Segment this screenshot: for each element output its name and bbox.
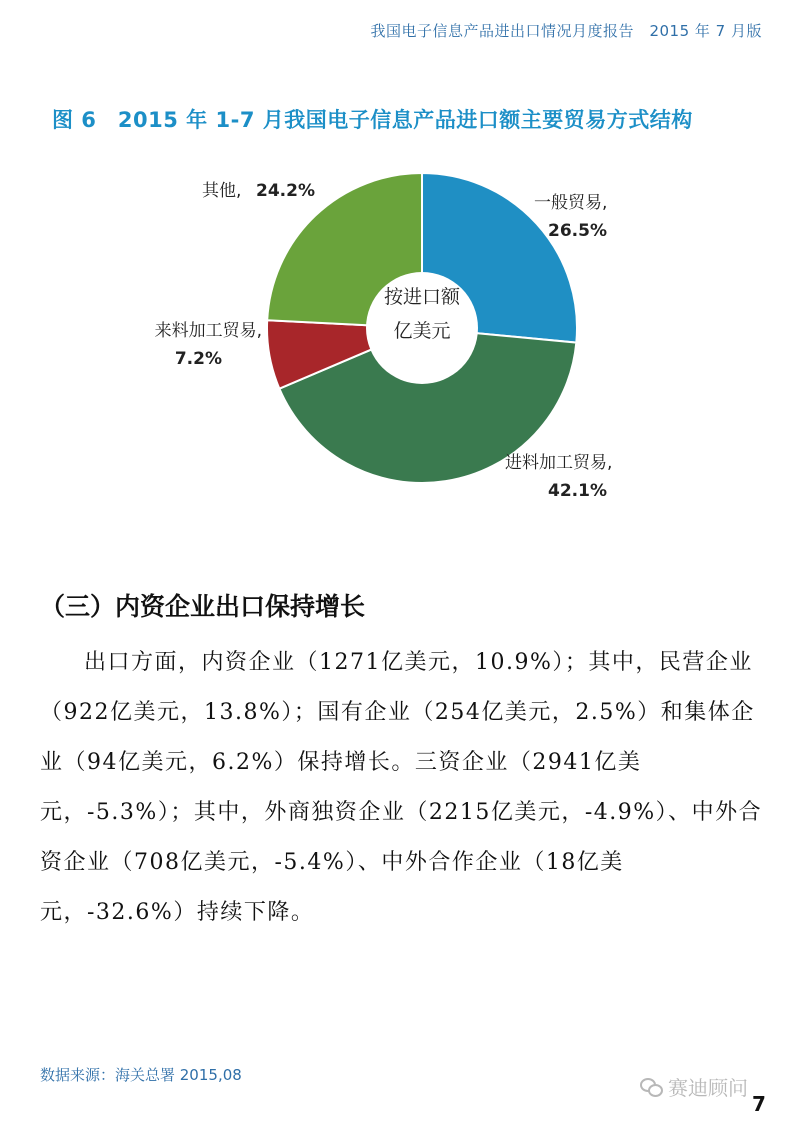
section-title: （三）内资企业出口保持增长 bbox=[40, 592, 366, 621]
figure-title: 图 6 2015 年 1-7 月我国电子信息产品进口额主要贸易方式结构 bbox=[52, 108, 693, 132]
label-other-name: 其他, bbox=[202, 181, 242, 201]
label-processing-supplied-percent: 7.2% bbox=[174, 349, 222, 369]
watermark bbox=[640, 1072, 748, 1101]
body-paragraph: 出口方面，内资企业（1271亿美元，10.9%）；其中，民营企业（922亿美元，13.8%）；国有企业（254亿美元，2.5%）和集体企业（94亿美元，6.2%）保持增长。三资企业（2941亿美元，-5.3%）；其中，外商独资企业（2215亿美元，-4.9%）、中外合资企业（708亿美元，-5.4%）、中外合作企业（18亿美元，-32.6%）持续下降。 bbox=[40, 650, 763, 925]
label-processing-supplied-name: 来料加工贸易, bbox=[154, 321, 262, 341]
report-header: 我国电子信息产品进出口情况月度报告 2015 年 7 月版 bbox=[370, 22, 762, 40]
label-general-trade-name: 一般贸易, bbox=[534, 193, 608, 213]
page-number: 7 bbox=[752, 1092, 766, 1116]
label-general-trade-percent: 26.5% bbox=[548, 221, 607, 241]
label-processing-import-name: 进料加工贸易, bbox=[505, 453, 613, 473]
label-processing-import-percent: 42.1% bbox=[548, 481, 607, 501]
data-source: 数据来源：海关总署 2015,08 bbox=[40, 1066, 242, 1084]
center-label-line2: 亿美元 bbox=[393, 320, 451, 342]
center-label-line1: 按进口额 bbox=[383, 286, 461, 308]
label-other-percent: 24.2% bbox=[256, 181, 315, 201]
donut-chart bbox=[0, 150, 800, 520]
watermark-text: 赛迪顾问 bbox=[668, 1076, 748, 1100]
wechat-icon bbox=[640, 1078, 662, 1096]
